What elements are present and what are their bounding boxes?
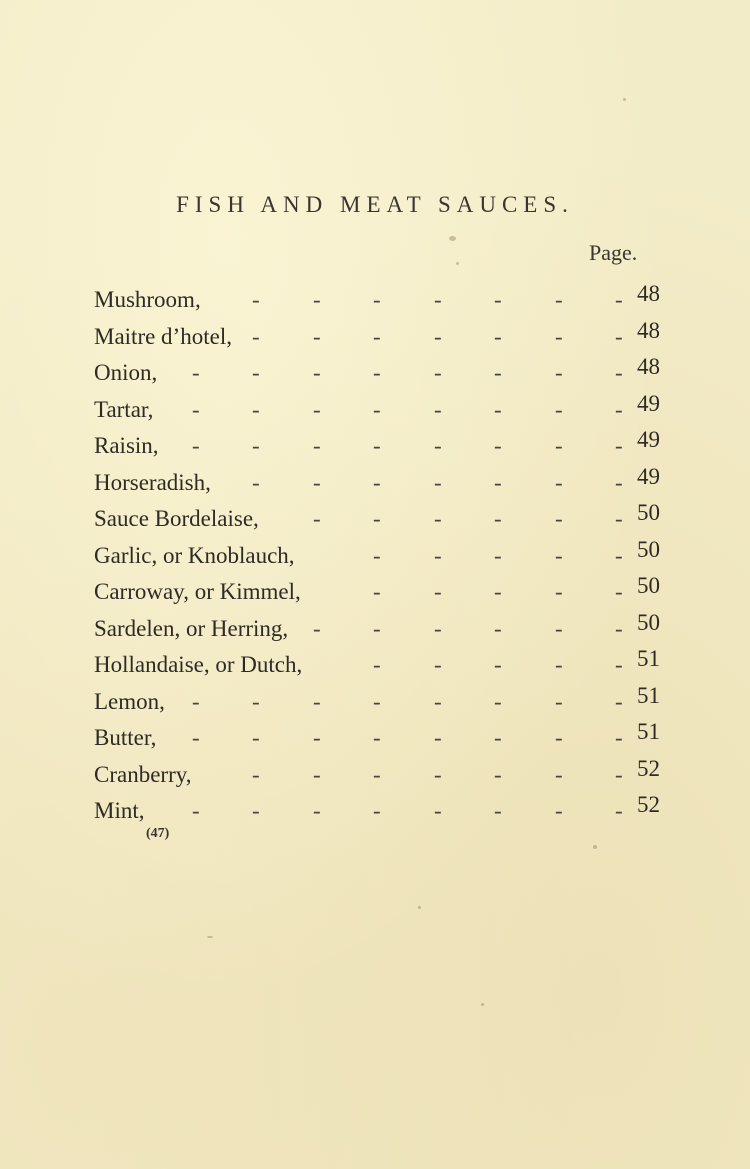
leader-dash: - (555, 323, 563, 349)
toc-entry (94, 422, 660, 459)
leader-dash: - (373, 396, 381, 422)
entry-label: Garlic, or Knoblauch, (94, 542, 295, 568)
leader-dash: - (555, 725, 563, 750)
paper-speck (456, 262, 459, 265)
entry-page-number: 50 (637, 573, 660, 598)
leader-dash: - (192, 688, 200, 714)
leader-dash: - (313, 360, 321, 385)
entry-label: Carroway, or Kimmel, (94, 579, 301, 604)
leader-dash: - (373, 725, 381, 750)
leader-dash: - (494, 615, 502, 641)
leader-dash: - (615, 360, 623, 385)
leader-dash: - (313, 761, 321, 787)
entry-label: Cranberry, (94, 761, 192, 787)
leader-dash: - (494, 798, 502, 823)
leader-dash: - (373, 542, 381, 568)
leader-dash: - (434, 542, 442, 568)
leader-dash: - (252, 433, 260, 458)
leader-dash: - (373, 688, 381, 714)
leader-dash: - (615, 615, 623, 641)
leader-dash: - (434, 469, 442, 495)
paper-speck (418, 906, 421, 909)
entry-page-number: 48 (637, 354, 660, 379)
entry-page-number: 49 (637, 390, 660, 416)
leader-dash: - (494, 579, 502, 604)
leader-dash: - (555, 287, 563, 312)
toc-entry (94, 751, 660, 788)
leader-dash: - (313, 725, 321, 750)
leader-dash: - (313, 506, 321, 531)
leader-dash: - (555, 579, 563, 604)
leader-dash: - (555, 798, 563, 823)
leader-dash: - (494, 506, 502, 531)
leader-dash: - (434, 396, 442, 422)
leader-dash: - (313, 287, 321, 312)
entry-page-number: 49 (637, 427, 660, 452)
entry-label: Mint, (94, 798, 145, 823)
entry-label: Sauce Bordelaise, (94, 506, 259, 531)
leader-dash: - (555, 615, 563, 641)
leader-dash: - (555, 761, 563, 787)
leader-dash: - (555, 688, 563, 714)
leader-dash: - (555, 652, 563, 677)
leader-dash: - (192, 798, 200, 823)
entry-page-number: 51 (637, 682, 660, 708)
leader-dash: - (313, 396, 321, 422)
leader-dash: - (555, 469, 563, 495)
leader-dash: - (434, 688, 442, 714)
leader-dash: - (434, 798, 442, 823)
leader-dash: - (555, 433, 563, 458)
toc-entry (94, 276, 660, 313)
leader-dash: - (313, 433, 321, 458)
toc-entry (94, 532, 660, 569)
leader-dash: - (373, 761, 381, 787)
entry-label: Butter, (94, 725, 157, 750)
toc-entry (94, 459, 660, 496)
entry-page-number: 52 (637, 755, 660, 781)
leader-dash: - (252, 798, 260, 823)
entry-label: Maitre d’hotel, (94, 323, 232, 349)
leader-dash: - (494, 688, 502, 714)
leader-dash: - (555, 542, 563, 568)
paper-speck (623, 98, 626, 101)
leader-dash: - (555, 360, 563, 385)
toc-entry (94, 714, 660, 751)
leader-dash: - (252, 761, 260, 787)
section-heading: FISH AND MEAT SAUCES. (176, 192, 574, 217)
leader-dash: - (494, 360, 502, 385)
leader-dash: - (373, 615, 381, 641)
leader-dash: - (615, 506, 623, 531)
toc-entry (94, 787, 660, 824)
leader-dash: - (555, 506, 563, 531)
leader-dash: - (434, 506, 442, 531)
leader-dash: - (192, 360, 200, 385)
leader-dash: - (373, 506, 381, 531)
leader-dash: - (434, 615, 442, 641)
toc-entry (94, 386, 660, 423)
toc-entry (94, 313, 660, 350)
toc-entry (94, 349, 660, 386)
leader-dash: - (494, 323, 502, 349)
entry-page-number: 49 (637, 463, 660, 489)
page-column-label: Page. (589, 240, 638, 265)
entry-label: Raisin, (94, 433, 159, 458)
page-folio-number: (47) (146, 826, 170, 841)
leader-dash: - (494, 761, 502, 787)
leader-dash: - (434, 323, 442, 349)
entry-page-number: 51 (637, 719, 660, 744)
entry-page-number: 50 (637, 536, 660, 562)
leader-dash: - (252, 396, 260, 422)
table-of-contents (94, 276, 660, 824)
entry-page-number: 48 (637, 281, 660, 306)
leader-dash: - (252, 725, 260, 750)
leader-dash: - (313, 323, 321, 349)
leader-dash: - (615, 579, 623, 604)
leader-dash: - (373, 652, 381, 677)
leader-dash: - (434, 579, 442, 604)
leader-dash: - (615, 761, 623, 787)
leader-dash: - (373, 323, 381, 349)
leader-dash: - (615, 469, 623, 495)
entry-page-number: 48 (637, 317, 660, 343)
leader-dash: - (252, 688, 260, 714)
leader-dash: - (192, 725, 200, 750)
toc-entry (94, 568, 660, 605)
leader-dash: - (615, 433, 623, 458)
toc-entry (94, 678, 660, 715)
leader-dash: - (555, 396, 563, 422)
leader-dash: - (615, 323, 623, 349)
leader-dash: - (373, 360, 381, 385)
leader-dash: - (615, 688, 623, 714)
entry-label: Onion, (94, 360, 158, 385)
leader-dash: - (373, 287, 381, 312)
leader-dash: - (434, 761, 442, 787)
leader-dash: - (494, 287, 502, 312)
leader-dash: - (615, 396, 623, 422)
leader-dash: - (615, 725, 623, 750)
leader-dash: - (192, 396, 200, 422)
entry-page-number: 50 (637, 609, 660, 635)
paper-speck (207, 936, 213, 938)
leader-dash: - (313, 688, 321, 714)
entry-label: Hollandaise, or Dutch, (94, 652, 303, 677)
leader-dash: - (434, 652, 442, 677)
paper-speck (449, 236, 456, 241)
leader-dash: - (192, 433, 200, 458)
toc-entry (94, 641, 660, 678)
leader-dash: - (494, 652, 502, 677)
leader-dash: - (615, 652, 623, 677)
leader-dash: - (373, 469, 381, 495)
leader-dash: - (434, 433, 442, 458)
leader-dash: - (373, 579, 381, 604)
leader-dash: - (252, 287, 260, 312)
leader-dash: - (252, 360, 260, 385)
entry-label: Horseradish, (94, 469, 211, 495)
leader-dash: - (494, 433, 502, 458)
leader-dash: - (615, 287, 623, 312)
entry-page-number: 50 (637, 500, 660, 525)
leader-dash: - (494, 396, 502, 422)
entry-page-number: 51 (637, 646, 660, 671)
leader-dash: - (494, 469, 502, 495)
leader-dash: - (313, 798, 321, 823)
leader-dash: - (615, 798, 623, 823)
toc-entry (94, 495, 660, 532)
entry-label: Mushroom, (94, 287, 201, 312)
leader-dash: - (373, 798, 381, 823)
leader-dash: - (434, 287, 442, 312)
leader-dash: - (313, 469, 321, 495)
leader-dash: - (373, 433, 381, 458)
leader-dash: - (252, 323, 260, 349)
leader-dash: - (434, 360, 442, 385)
paper-speck (481, 1003, 484, 1006)
toc-entry (94, 605, 660, 642)
leader-dash: - (434, 725, 442, 750)
entry-label: Lemon, (94, 688, 165, 714)
entry-label: Sardelen, or Herring, (94, 615, 289, 641)
leader-dash: - (494, 725, 502, 750)
entry-label: Tartar, (94, 396, 154, 422)
entry-page-number: 52 (637, 792, 660, 817)
paper-speck (593, 845, 597, 849)
leader-dash: - (252, 469, 260, 495)
leader-dash: - (494, 542, 502, 568)
leader-dash: - (615, 542, 623, 568)
leader-dash: - (313, 615, 321, 641)
